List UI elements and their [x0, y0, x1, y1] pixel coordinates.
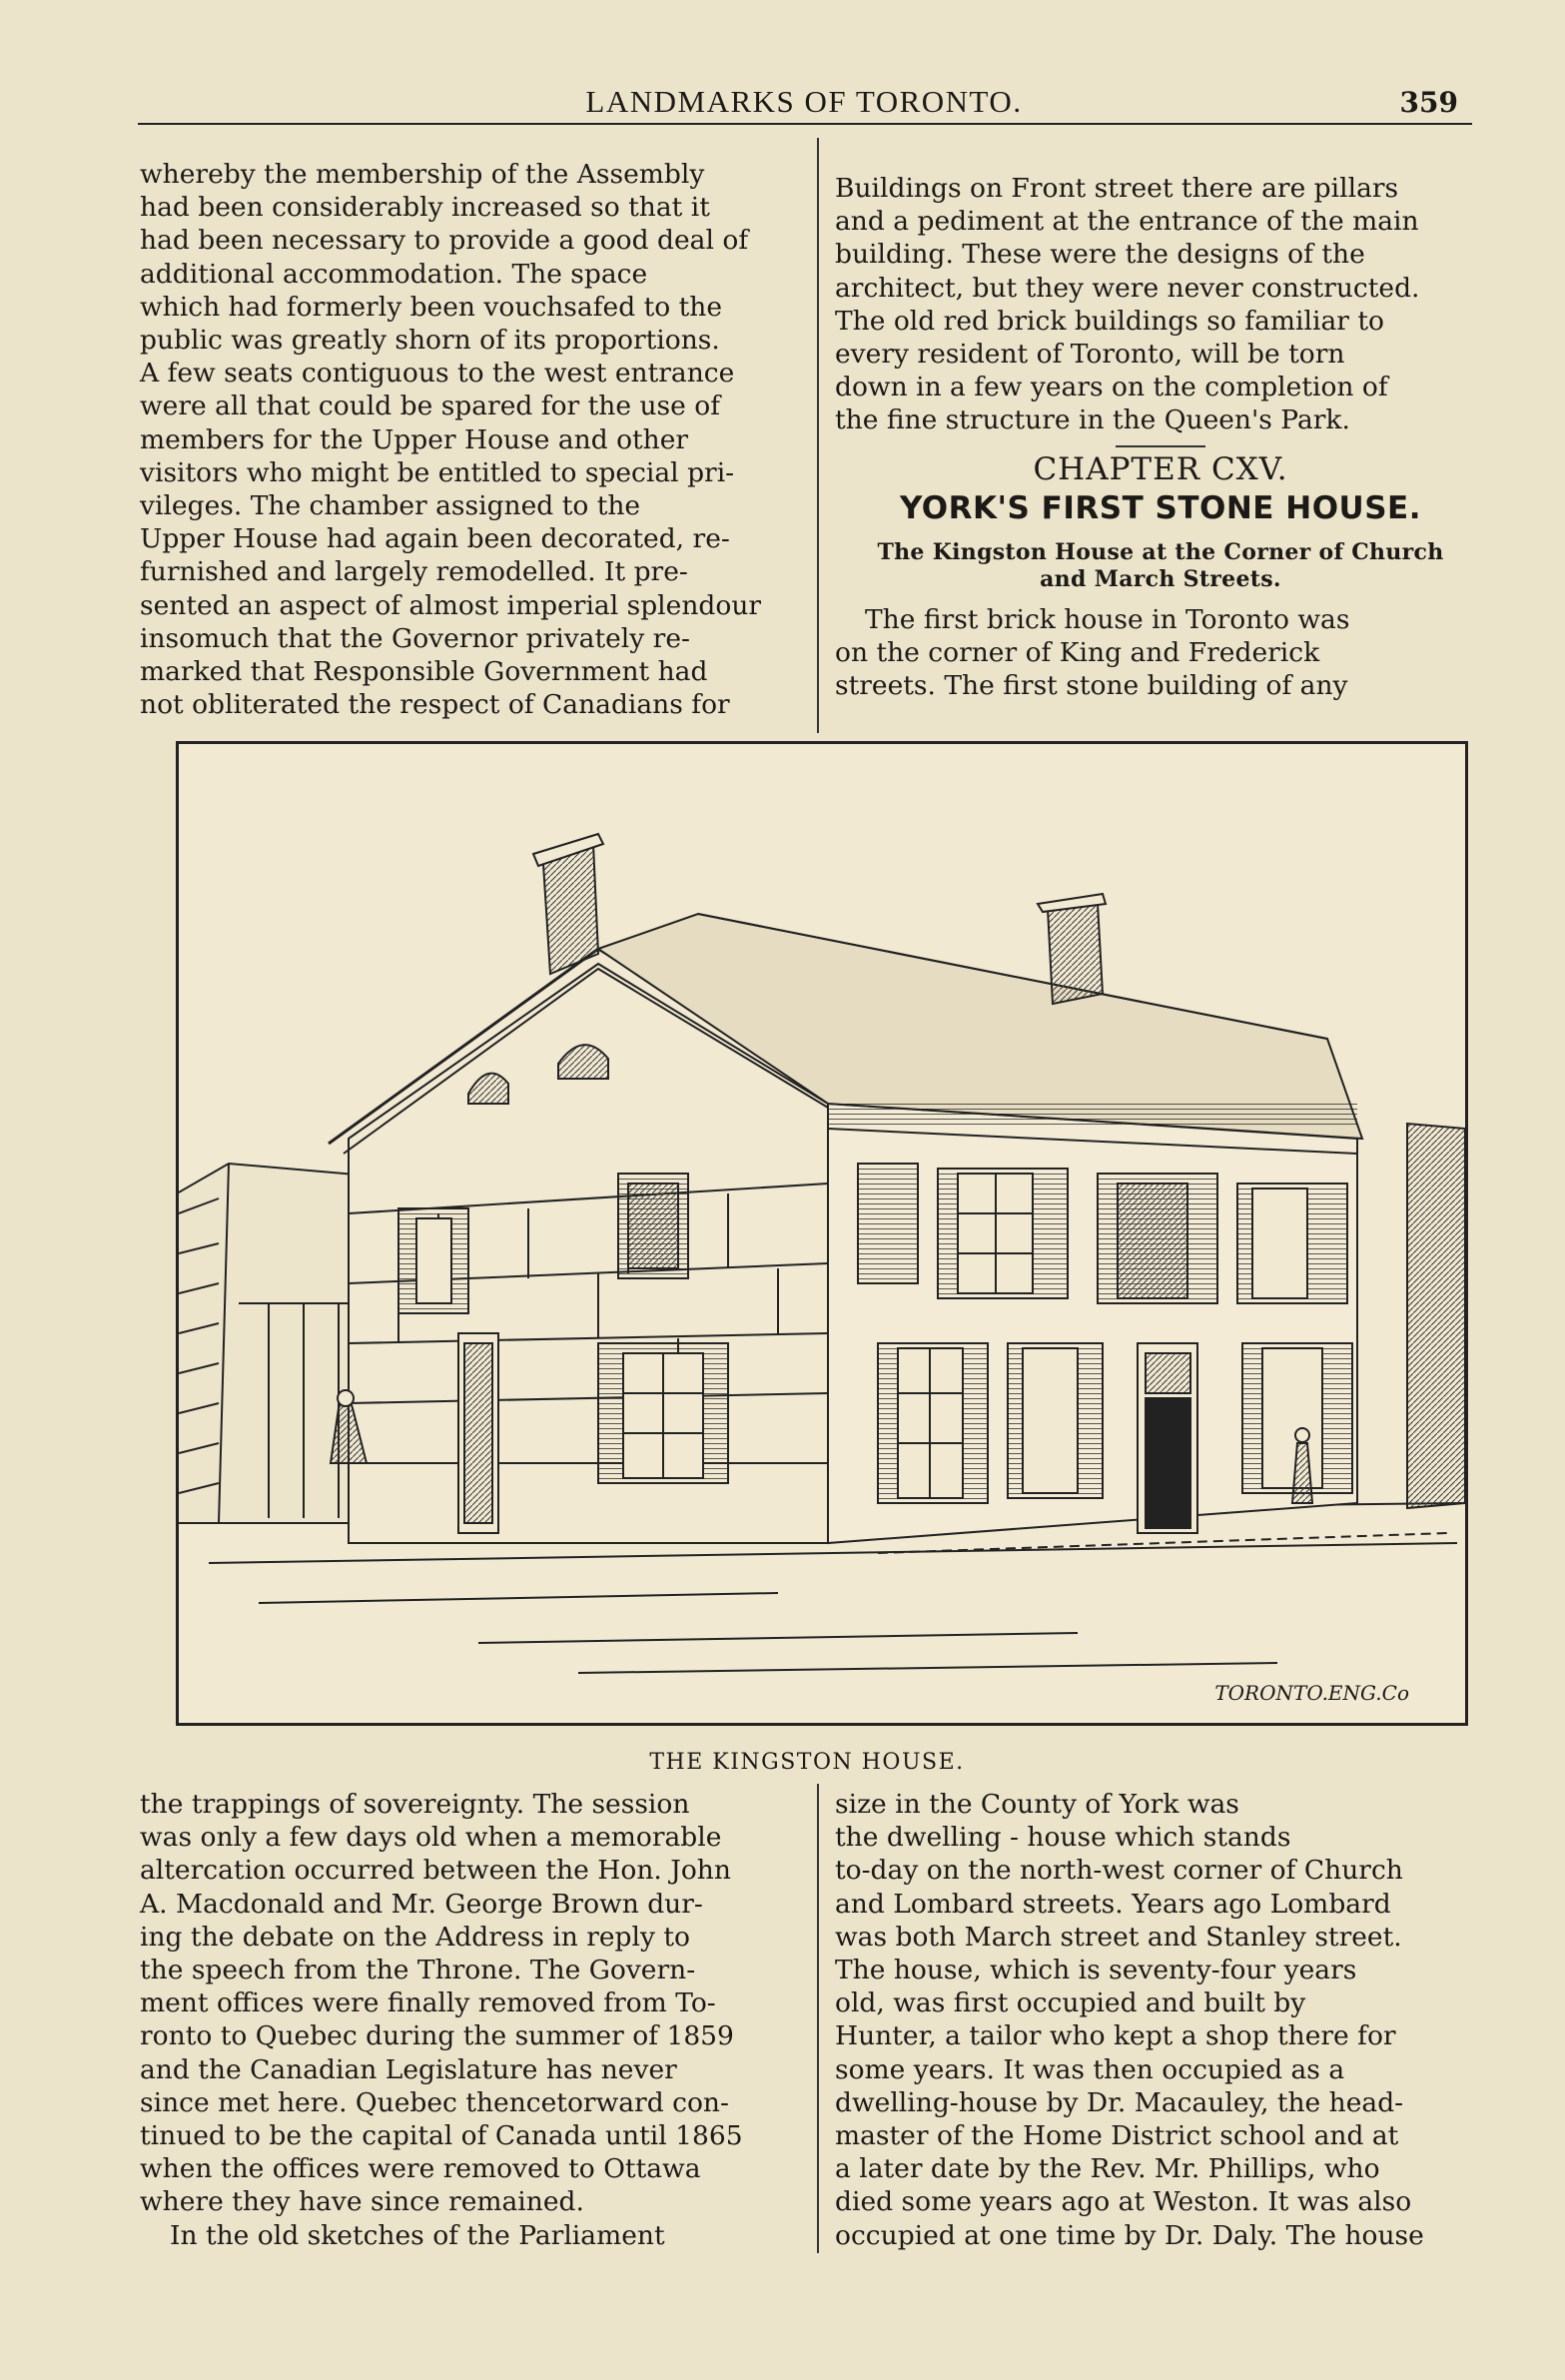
chapter-rule — [1116, 445, 1205, 447]
text-line: In the old sketches of the Parliament — [170, 2219, 665, 2251]
text-line: the trappings of sovereignty. The session — [140, 1789, 690, 1820]
column-divider-bottom — [817, 1784, 819, 2253]
text-line: size in the County of York was — [835, 1789, 1239, 1820]
text-line: since met here. Quebec thencetorward con- — [140, 2086, 729, 2118]
text-line: occupied at one time by Dr. Daly. The house — [835, 2219, 1424, 2251]
text-line: visitors who might be entitled to special pri- — [140, 456, 735, 488]
chapter-opening — [835, 603, 1486, 703]
text-line: marked that Responsible Government had — [140, 656, 708, 688]
text-line: Buildings on Front street there are pillars — [835, 173, 1399, 204]
text-line: the fine structure in the Queen's Park. — [835, 404, 1350, 436]
chapter-number: CHAPTER CXV. — [1033, 450, 1288, 487]
text-line: died some years ago at Weston. It was also — [835, 2186, 1412, 2218]
text-line: when the offices were removed to Ottawa — [140, 2153, 701, 2185]
text-line: A. Macdonald and Mr. George Brown dur- — [140, 1888, 703, 1920]
engraver-signature: TORONTO.ENG.Co — [1214, 1681, 1409, 1705]
text-line: where they have since remained. — [140, 2186, 584, 2218]
text-line: A few seats contiguous to the west entrance — [140, 358, 735, 390]
text-line: some years. It was then occupied as a — [835, 2053, 1345, 2085]
text-line: Hunter, a tailor who kept a shop there for — [835, 2020, 1396, 2052]
column-bottom-left — [140, 1788, 799, 2252]
text-line: had been considerably increased so that it — [140, 192, 710, 224]
header-rule — [138, 123, 1472, 125]
column-bottom-right — [835, 1788, 1486, 2252]
text-line: The old red brick buildings so familiar to — [835, 305, 1384, 337]
text-line: the dwelling - house which stands — [835, 1822, 1291, 1854]
page-number: 359 — [1399, 86, 1458, 119]
kingston-house-illustration — [176, 741, 1468, 1726]
text-line: furnished and largely remodelled. It pre- — [140, 556, 688, 588]
text-line: sented an aspect of almost imperial splendour — [140, 589, 762, 621]
column-top-left — [140, 158, 799, 721]
text-line: ronto to Quebec during the summer of 1859 — [140, 2020, 734, 2052]
text-line: master of the Home District school and at — [835, 2120, 1399, 2152]
text-line: Upper House had again been decorated, re- — [140, 523, 730, 555]
text-line: whereby the membership of the Assembly — [140, 159, 705, 190]
text-line: a later date by the Rev. Mr. Phillips, who — [835, 2153, 1380, 2185]
text-line: tinued to be the capital of Canada until 1865 — [140, 2120, 743, 2152]
text-line: had been necessary to provide a good deal of — [140, 225, 749, 257]
text-line: down in a few years on the completion of — [835, 372, 1388, 403]
text-line: insomuch that the Governor privately re- — [140, 622, 690, 654]
text-line: members for the Upper House and other — [140, 423, 689, 455]
text-line: which had formerly been vouchsafed to the — [140, 291, 723, 323]
text-line: architect, but they were never constructed. — [835, 272, 1420, 304]
text-line: public was greatly shorn of its proportions. — [140, 325, 720, 357]
text-line: every resident of Toronto, will be torn — [835, 339, 1345, 371]
text-line: additional accommodation. The space — [140, 258, 648, 290]
text-line: and a pediment at the entrance of the main — [835, 206, 1419, 238]
text-line: The first brick house in Toronto was — [865, 604, 1350, 636]
text-line: on the corner of King and Frederick — [835, 637, 1320, 669]
text-line: was both March street and Stanley street. — [835, 1921, 1402, 1953]
text-line: was only a few days old when a memorable — [140, 1822, 722, 1854]
text-line: were all that could be spared for the use of — [140, 391, 721, 422]
text-line: dwelling-house by Dr. Macauley, the head- — [835, 2086, 1404, 2118]
running-title: LANDMARKS OF TORONTO. — [585, 84, 1023, 119]
text-line: old, was first occupied and built by — [835, 1987, 1306, 2019]
text-line: The house, which is seventy-four years — [835, 1955, 1357, 1986]
engraving-drawing — [179, 744, 1465, 1723]
chapter-subheading — [835, 539, 1486, 593]
text-line: streets. The first stone building of any — [835, 670, 1348, 702]
text-line: to-day on the north-west corner of Church — [835, 1855, 1403, 1887]
subheading-line: and March Streets. — [1040, 566, 1281, 593]
text-line: altercation occurred between the Hon. John — [140, 1855, 731, 1887]
text-line: the speech from the Throne. The Govern- — [140, 1955, 696, 1986]
text-line: and Lombard streets. Years ago Lombard — [835, 1888, 1391, 1920]
column-divider-top — [817, 138, 819, 733]
subheading-line: The Kingston House at the Corner of Church — [877, 539, 1444, 566]
text-line: vileges. The chamber assigned to the — [140, 490, 641, 522]
text-line: ing the debate on the Address in reply to — [140, 1921, 690, 1953]
text-line: and the Canadian Legislature has never — [140, 2053, 677, 2085]
running-head — [140, 84, 1468, 134]
chapter-title: YORK'S FIRST STONE HOUSE. — [899, 489, 1422, 526]
text-line: building. These were the designs of the — [835, 239, 1365, 271]
text-line: ment offices were finally removed from To- — [140, 1987, 716, 2019]
column-top-right — [835, 172, 1486, 703]
text-line: not obliterated the respect of Canadians for — [140, 689, 730, 721]
illustration-caption: THE KINGSTON HOUSE. — [649, 1750, 965, 1775]
